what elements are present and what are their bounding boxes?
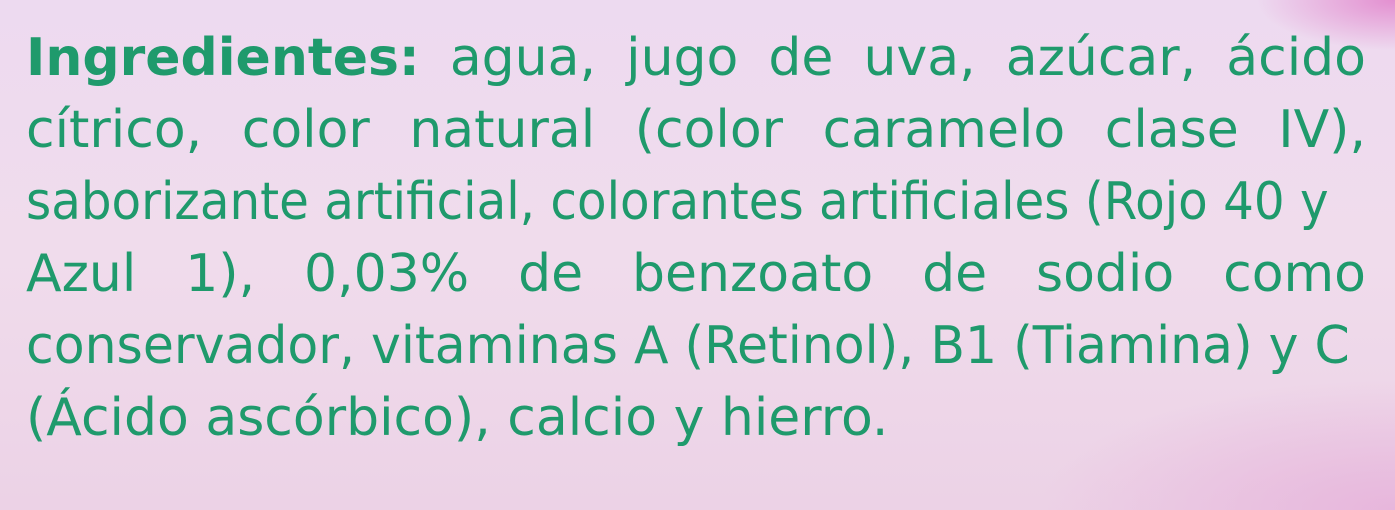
ingredients-line-3-text: saborizante artificial, colorantes artificiales (Rojo 40 y [26, 172, 1329, 232]
ingredients-line-4: Azul 1), 0,03% de benzoato de sodio como [26, 244, 1366, 304]
ingredients-line-1 [26, 22, 1366, 94]
ingredients-heading: Ingredientes: [26, 28, 420, 88]
ingredients-line-5-text: conservador, vitaminas A (Retinol), B1 (Tiamina) y C [26, 316, 1350, 376]
ingredients-line-6: (Ácido ascórbico), calcio y hierro. [26, 388, 889, 448]
ingredients-line-5 [26, 310, 1381, 382]
ingredients-line-3 [26, 166, 1381, 238]
ingredients-line-1-text: agua, jugo de uva, azúcar, ácido [449, 28, 1367, 88]
ingredients-line-2: cítrico, color natural (color caramelo clase IV), [26, 100, 1366, 160]
ingredients-text-block [26, 22, 1381, 454]
